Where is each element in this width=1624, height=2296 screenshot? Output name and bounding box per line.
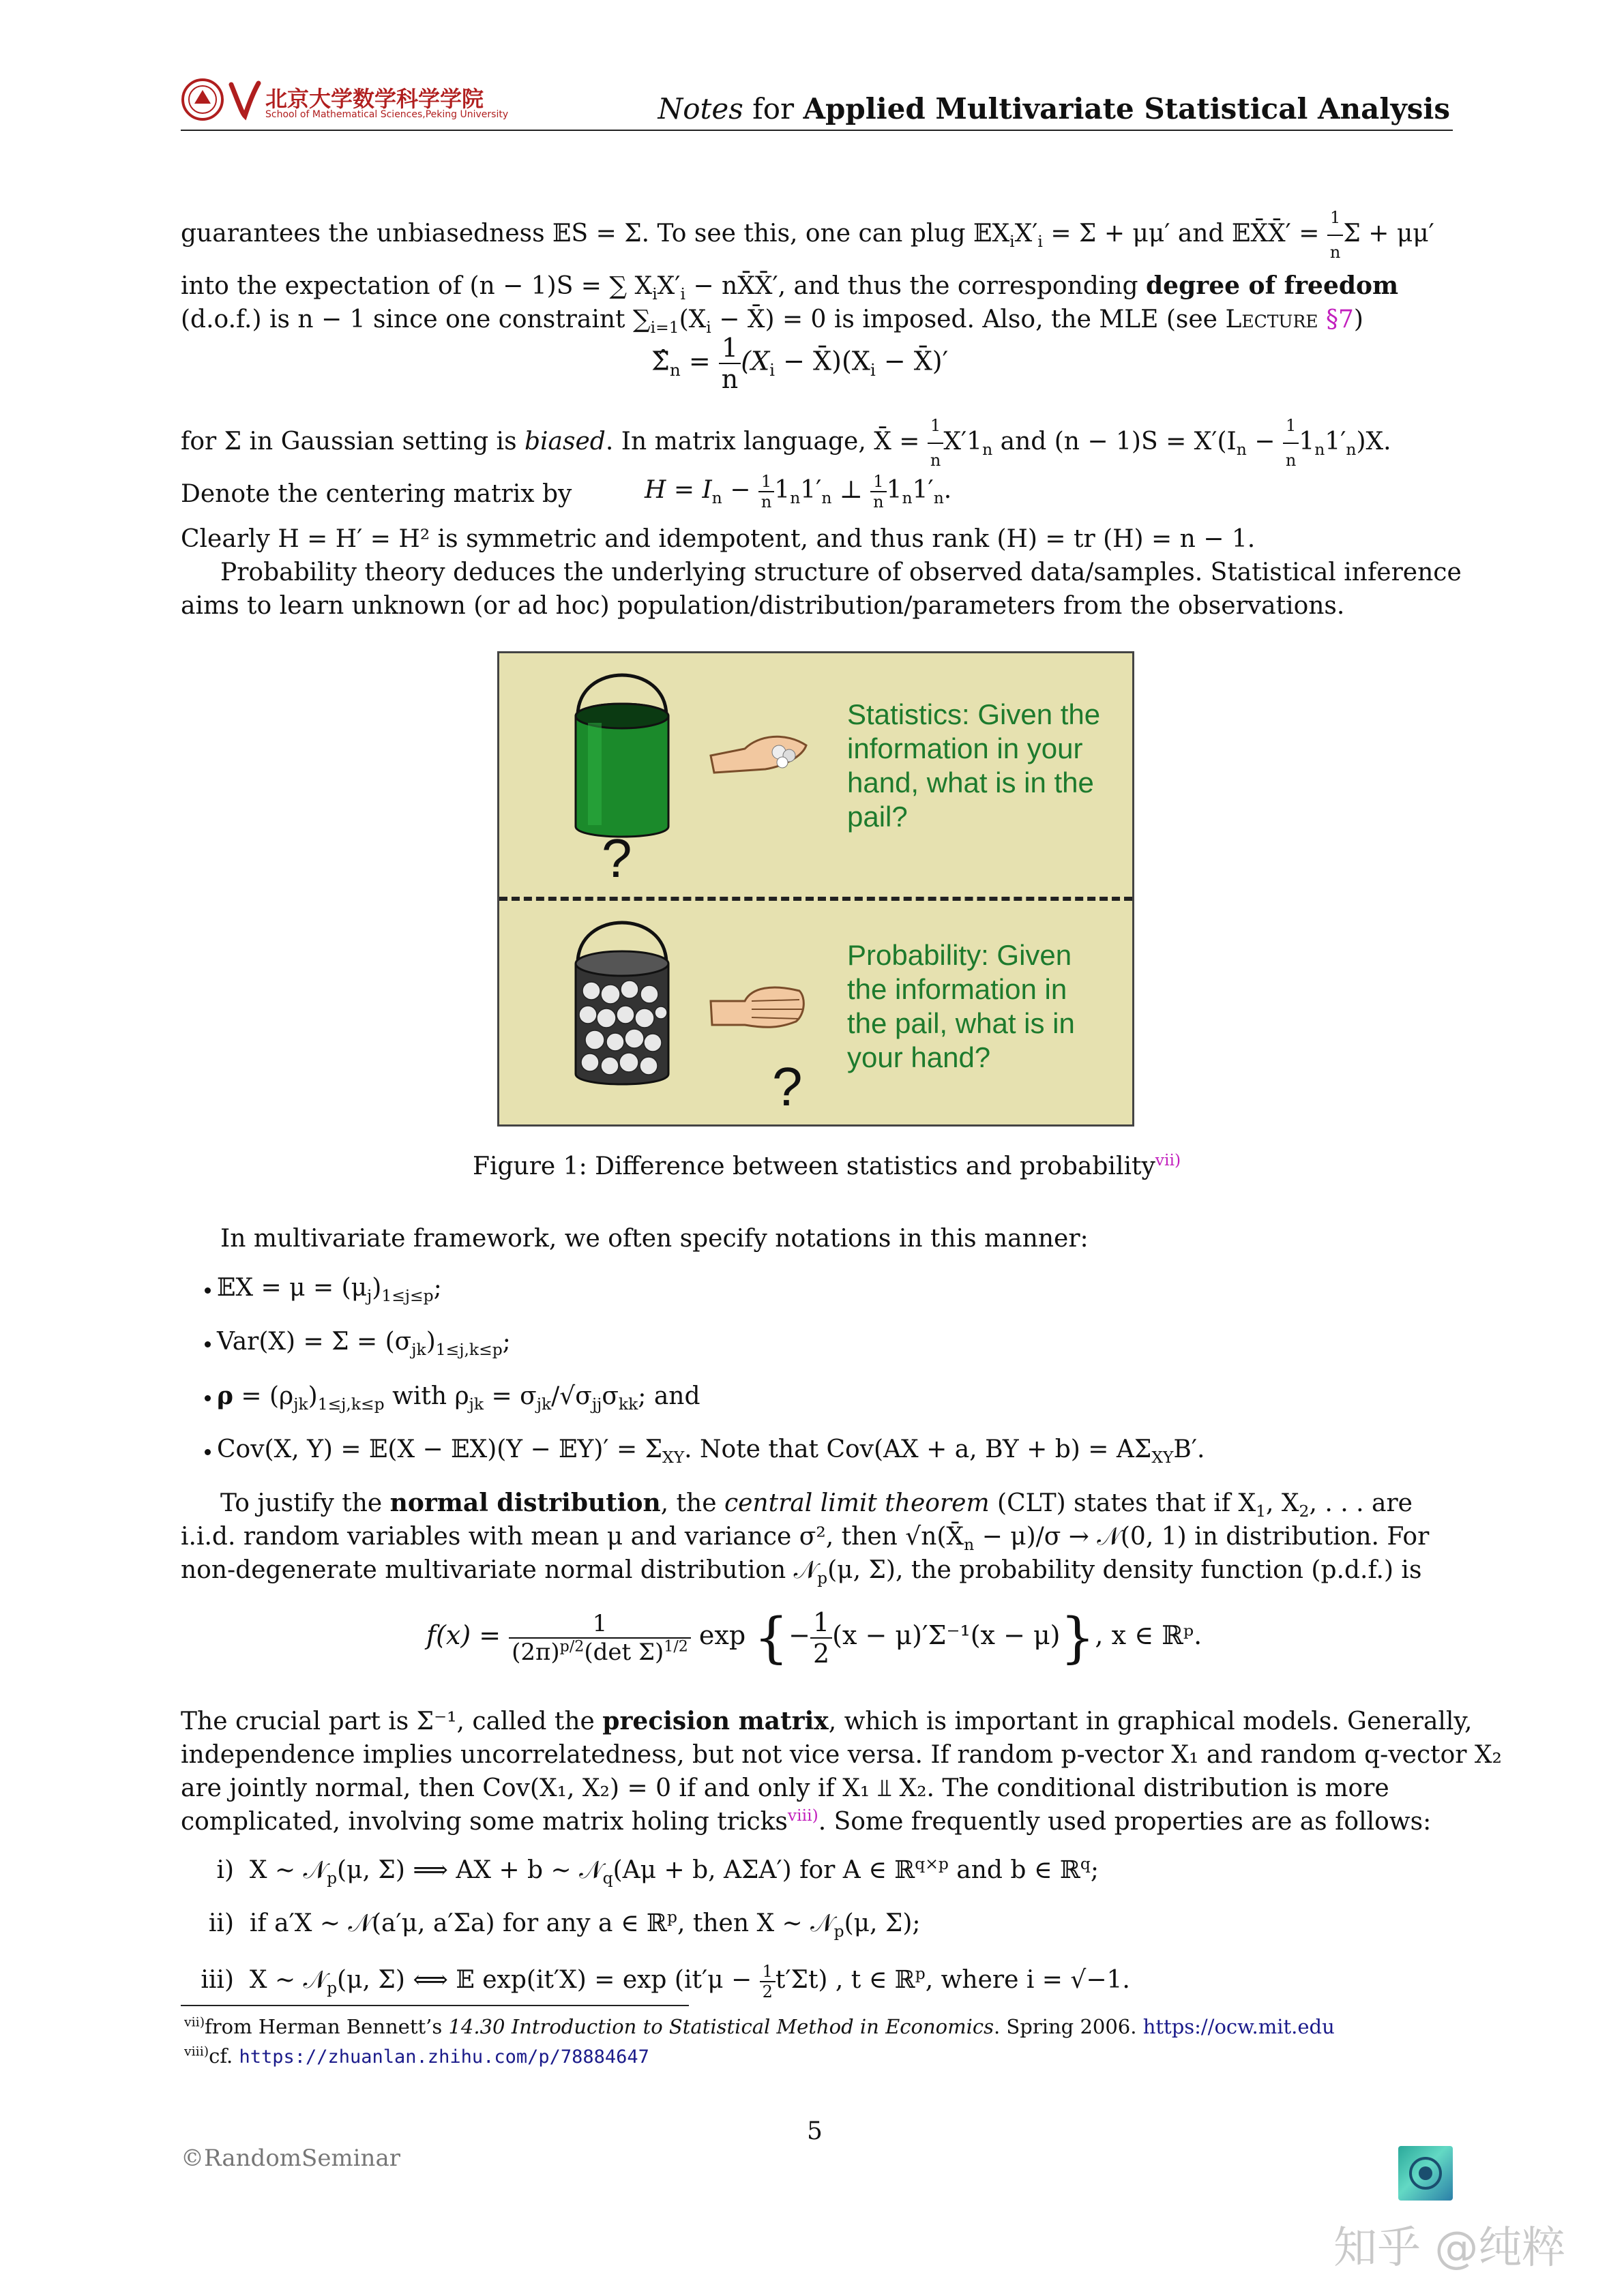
probability-caption-text: Probability: Given the information in the pail, what is in your hand? xyxy=(847,939,1075,1073)
statistics-caption-text: Statistics: Given the information in your hand, what is in the pail? xyxy=(847,698,1101,833)
page-number: 5 xyxy=(807,2117,823,2145)
logo-chinese-name: 北京大学数学科学学院 xyxy=(265,86,484,112)
footnote-viii: $^{viii)}$cf. https://zhuanlan.zhihu.com/p/78884647 xyxy=(184,2044,649,2068)
paragraph-precision-matrix: The crucial part is Σ⁻¹, called the precision matrix, which is important in graphical models. Generally, independence implies uncorrelatedness, but not vice versa. If random p-vector X₁ and random q-vector X₂ are jointly normal, then Cov(X₁, X₂) = 0 if and only if X₁ ⫫ X₂. The conditional distribution is more complicated, involving some matrix holing tricks$^{viii)}$. Some frequently used properties are as follows: xyxy=(181,1707,1502,1836)
paragraph-normal-distribution: To justify the normal distribution, the central limit theorem (CLT) states that if $X_1$, $X_2$, . . . are i.i.d. random variables with mean μ and variance σ², then $√n(X̄_n - \mu)/\sigma$ → 𝒩(0, 1) in distribution. For non-degenerate multivariate normal distribution 𝒩$_p$(μ, Σ), the probability density function (p.d.f.) is xyxy=(181,1489,1430,1588)
corner-badge-image xyxy=(1398,2146,1453,2201)
header-rule xyxy=(181,130,1453,131)
bullet-variance: $Var(X) = \Sigma = (\sigma_{jk})_{1\le j,k\le p}$; xyxy=(217,1328,511,1360)
paragraph-probability-vs-inference: Probability theory deduces the underlying structure of observed data/samples. Statistical inference aims to learn unknown (or ad hoc) population/distribution/parameters from the observations. xyxy=(181,558,1462,620)
question-mark-top: ? xyxy=(602,828,632,889)
question-mark-bottom: ? xyxy=(772,1056,803,1117)
zhihu-link[interactable]: https://zhuanlan.zhihu.com/p/78884647 xyxy=(239,2046,649,2068)
footnote-vii: $^{vii)}$from Herman Bennett’s 14.30 Introduction to Statistical Method in Economics. Spring 2006. https://ocw.mit.edu xyxy=(184,2015,1335,2038)
equation-normal-pdf: f(x) = $\frac{1}{(2\pi)^{p/2}(\det \Sigma)^{1/2}}$ exp {− $\frac{1}{2}$ (x − μ)′Σ⁻¹(x − μ)}, x ∈ ℝᵖ. xyxy=(426,1606,1202,1669)
property-ii: ii) if a′X ∼ 𝒩(a′μ, a′Σa) for any a ∈ ℝ$^p$, then X ∼ 𝒩$_p$(μ, Σ); xyxy=(208,1907,921,1941)
pku-seal-icon xyxy=(181,78,224,121)
running-header-title: Notes for Applied Multivariate Statistical Analysis xyxy=(658,92,1450,125)
hand-with-balls-icon xyxy=(704,715,813,790)
pail-with-balls-icon xyxy=(557,916,687,1093)
bullet-mean: 𝔼X = $\mu = (\mu_j)_{1\le j\le p}$; xyxy=(217,1274,442,1306)
footnote-ref-viii[interactable]: viii) xyxy=(787,1806,818,1825)
paragraph-notation-intro: In multivariate framework, we often specify notations in this manner: xyxy=(220,1225,1089,1253)
footnote-ref-vii[interactable]: vii) xyxy=(1155,1150,1181,1169)
lecture-ref-link[interactable]: §7 xyxy=(1326,305,1354,333)
figure-statistics-vs-probability xyxy=(497,651,1134,1127)
footnote-rule xyxy=(181,2005,689,2006)
mit-ocw-link[interactable]: https://ocw.mit.edu xyxy=(1142,2015,1335,2038)
term-degree-of-freedom: degree of freedom xyxy=(1146,271,1399,300)
figure-dashed-divider xyxy=(499,897,1132,901)
zhihu-watermark: 知乎 @纯粹 xyxy=(1333,2223,1566,2273)
bullet-covariance: Cov(X, Y) = 𝔼(X − 𝔼X)(Y − 𝔼Y)′ = $\Sigma_{XY}$. Note that Cov(AX + a, BY + $b) = A\Sigma_{XY}B'$. xyxy=(217,1435,1205,1467)
equation-mle: $\Sigmâ_n$ = $\frac{1}{n}$ ($X_i$ − $X̄)(X_i$ − X̄)′ xyxy=(651,333,949,394)
copyright-text: ©RandomSeminar xyxy=(181,2145,400,2172)
paragraph-unbiasedness: guarantees the unbiasedness 𝔼S = Σ. To see this, one can plug $𝔼X_iX'_i = \Sigma + \mu\mu'$ and 𝔼X̄X̄′ = $\frac{1}{n}$ Σ + μμ′ into the expectation of (n − 1)S = ∑ $X_iX'_i$ − nX̄X̄′, and thus the corresponding degree of freedom (d.o.f.) is n − 1 since one constraint $\sum_{i=1}(X_i$ − X̄) = 0 is imposed. Also, the MLE (see Lecture §7) xyxy=(181,201,1453,336)
logo-english-name: School of Mathematical Sciences,Peking University xyxy=(265,109,509,120)
green-pail-icon xyxy=(557,668,687,846)
bullet-correlation: $\rho = (\rho_{jk})_{1\le j,k\le p}$ with $\rho_{jk} = \sigma_{jk}/√\sigma_{jj}\sigma_{kk}$; and xyxy=(217,1382,700,1414)
equation-centering-matrix: $H = I_n$ − $\frac{1}{n}$ $1_n1'_n$ ⊥ $\frac{1}{n}$ $1_n1'_n$. xyxy=(645,472,952,511)
figure-caption: Figure 1: Difference between statistics and probability$^{vii)}$ xyxy=(473,1150,1181,1180)
paragraph-idempotent: Clearly H = H′ = H² is symmetric and idempotent, and thus rank (H) = tr (H) = n − 1. xyxy=(181,525,1256,553)
open-hand-icon xyxy=(704,974,813,1049)
math-school-logo-icon xyxy=(227,78,261,121)
badge-emblem-icon xyxy=(1398,2146,1453,2201)
paragraph-matrix-language: for Σ in Gaussian setting is biased. In matrix language, X̄ = $\frac{1}{n}$ $X'1_n$ and $(n - 1)S = X'(I_n$ − $\frac{1}{n}$ $1_n1'_n)X$. Denote the centering matrix by xyxy=(181,409,1453,511)
property-i: i) X ∼ 𝒩$_p$(μ, Σ) ⟹ AX + b ∼ 𝒩$_q$(Aμ + b, AΣA′) for A ∈ ℝ$^{q\times p}$ and b ∈ ℝ$^q$; xyxy=(216,1854,1099,1888)
university-logo xyxy=(181,76,509,124)
property-iii: iii) X ∼ 𝒩$_p$(μ, Σ) ⟺ 𝔼 exp(it′X) = exp (it′μ − $\frac{1}{2}$ t′Σt) , t ∈ ℝ$^p$, where i = √−1. xyxy=(201,1962,1130,2001)
